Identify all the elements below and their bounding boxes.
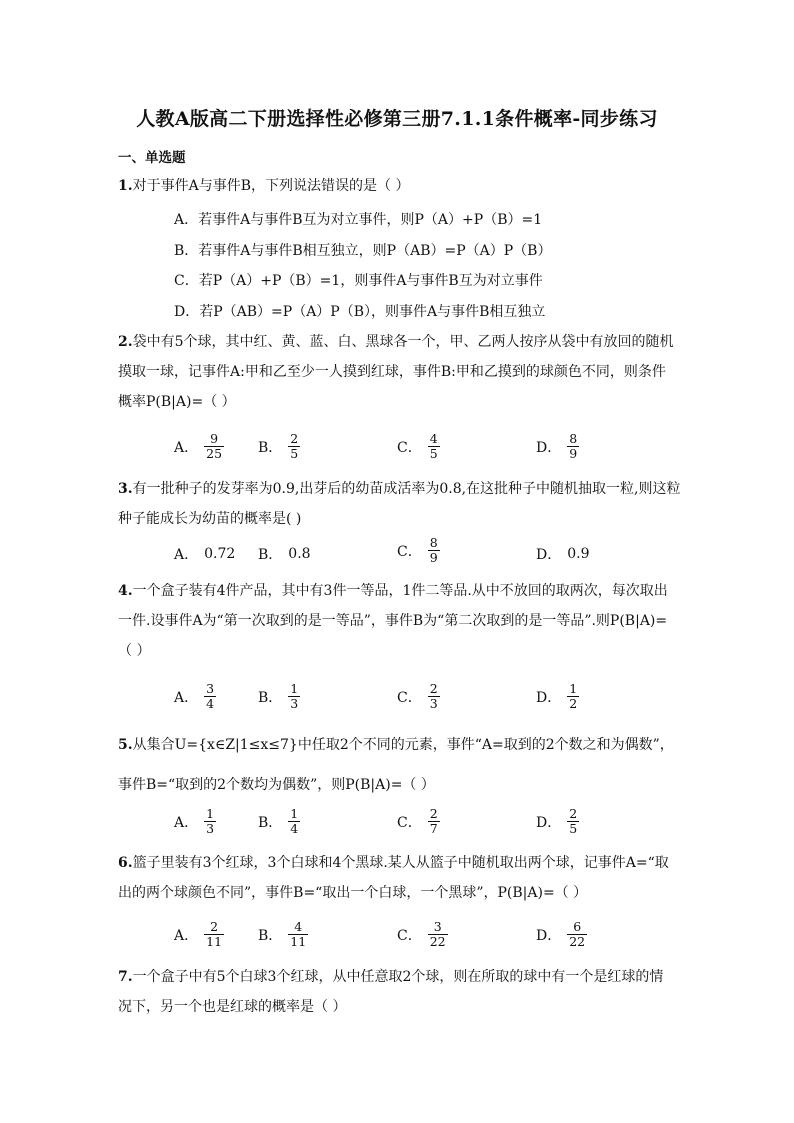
- q2-choices: [0, 432, 794, 468]
- question-line: 一个盒子中有5个白球3个红球，从中任意取2个球，则在所取的球中有一个是红球的情: [132, 969, 664, 985]
- question-7: [118, 962, 678, 1022]
- fraction: $\frac{2}{3}$: [429, 681, 438, 711]
- question-number: 6.: [118, 855, 133, 871]
- fraction: $\frac{2}{11}$: [206, 919, 223, 949]
- fraction: $\frac{3}{4}$: [206, 681, 215, 711]
- q6-choices: [0, 920, 794, 956]
- q5-choice-a: A． $\frac{1}{3}$: [174, 806, 215, 836]
- question-number: 7.: [118, 969, 133, 985]
- fraction: $\frac{1}{3}$: [290, 681, 299, 711]
- question-line: 出的两个球颜色不同”，事件B=“取出一个白球，一个黑球”，P(B|A)=（ ）: [118, 885, 588, 901]
- fraction: $\frac{8}{9}$: [429, 535, 438, 565]
- q3-choice-b: B． 0.8: [258, 546, 311, 563]
- question-number: 2.: [118, 334, 133, 350]
- q3-choice-c: C． $\frac{8}{9}$: [397, 535, 438, 565]
- question-line: 况下，另一个也是红球的概率是（ ）: [118, 999, 347, 1015]
- question-4: [118, 576, 678, 666]
- question-number: 4.: [118, 583, 133, 599]
- q1-option-b: B．若事件A与事件B相互独立，则P（AB）=P（A）P（B）: [174, 243, 552, 259]
- q6-choice-a: A． $\frac{2}{11}$: [174, 919, 223, 949]
- question-line: 概率P(B|A)=（ ）: [118, 394, 236, 410]
- q2-choice-a: A． $\frac{9}{25}$: [174, 431, 223, 461]
- question-line: 种子能成长为幼苗的概率是( ): [118, 511, 302, 527]
- fraction: $\frac{8}{9}$: [569, 431, 578, 461]
- q3-choice-d: D． 0.9: [536, 546, 590, 563]
- q6-choice-b: B． $\frac{4}{11}$: [258, 919, 307, 949]
- fraction: $\frac{3}{22}$: [429, 919, 446, 949]
- q6-choice-d: D． $\frac{6}{22}$: [536, 919, 586, 949]
- question-number: 5.: [118, 737, 133, 753]
- question-3: [118, 474, 681, 534]
- q5-choices: [0, 807, 794, 843]
- q1-option-d: D．若P（AB）=P（A）P（B），则事件A与事件B相互独立: [174, 304, 546, 320]
- question-2: [118, 327, 678, 417]
- q5-choice-d: D． $\frac{2}{5}$: [536, 806, 578, 836]
- fraction: $\frac{2}{5}$: [569, 806, 578, 836]
- question-line: 有一批种子的发芽率为0.9,出芽后的幼苗成活率为0.8,在这批种子中随机抽取一粒,则这粒: [132, 481, 681, 497]
- question-line: 一件.设事件A为“第一次取到的是一等品”，事件B为“第二次取到的是一等品”.则P(B|A)=: [118, 613, 668, 629]
- q6-choice-c: C． $\frac{3}{22}$: [397, 919, 446, 949]
- fraction: $\frac{2}{5}$: [290, 431, 299, 461]
- question-line: 摸取一球，记事件A:甲和乙至少一人摸到红球，事件B:甲和乙摸到的球颜色不同，则条件: [118, 364, 666, 380]
- question-6: [118, 848, 678, 908]
- q4-choice-a: A． $\frac{3}{4}$: [174, 681, 215, 711]
- q2-choice-b: B． $\frac{2}{5}$: [258, 431, 299, 461]
- q1-option-c: C．若P（A）+P（B）=1，则事件A与事件B互为对立事件: [174, 273, 543, 289]
- fraction: $\frac{1}{4}$: [290, 806, 299, 836]
- question-number: 3.: [118, 481, 133, 497]
- question-line: 袋中有5个球，其中红、黄、蓝、白、黑球各一个，甲、乙两人按序从袋中有放回的随机: [132, 334, 674, 350]
- q1-option-a: A．若事件A与事件B互为对立事件，则P（A）+P（B）=1: [174, 212, 543, 228]
- q4-choice-b: B． $\frac{1}{3}$: [258, 681, 299, 711]
- q3-choices: [0, 536, 794, 572]
- question-number: 1.: [118, 178, 133, 194]
- q4-choice-d: D． $\frac{1}{2}$: [536, 681, 578, 711]
- q5-choice-c: C． $\frac{2}{7}$: [397, 806, 438, 836]
- q5-choice-b: B． $\frac{1}{4}$: [258, 806, 299, 836]
- document-title: 人教A版高二下册选择性必修第三册7.1.1条件概率-同步练习: [136, 108, 658, 130]
- q4-choice-c: C． $\frac{2}{3}$: [397, 681, 438, 711]
- fraction: $\frac{1}{3}$: [206, 806, 215, 836]
- fraction: $\frac{9}{25}$: [206, 431, 223, 461]
- question-text: 对于事件A与事件B，下列说法错误的是（ ）: [132, 178, 410, 194]
- question-1: [118, 171, 678, 201]
- q4-choices: [0, 682, 794, 718]
- fraction: $\frac{6}{22}$: [569, 919, 586, 949]
- q3-choice-a: A． 0.72: [174, 546, 236, 563]
- question-5: [118, 725, 678, 805]
- q2-choice-c: C． $\frac{4}{5}$: [397, 431, 438, 461]
- q2-choice-d: D． $\frac{8}{9}$: [536, 431, 578, 461]
- fraction: $\frac{1}{2}$: [569, 681, 578, 711]
- fraction: $\frac{2}{7}$: [429, 806, 438, 836]
- question-line: 事件B=“取到的2个数均为偶数”，则P(B|A)=（ ）: [118, 777, 435, 793]
- fraction: $\frac{4}{11}$: [290, 919, 307, 949]
- question-line: 一个盒子装有4件产品，其中有3件一等品，1件二等品.从中不放回的取两次，每次取出: [132, 583, 668, 599]
- question-line: （ ）: [118, 643, 151, 659]
- question-line: 篮子里装有3个红球，3个白球和4个黑球.某人从篮子中随机取出两个球，记事件A=“取: [132, 855, 669, 871]
- question-line: 从集合U={x∈Z|1≤x≤7}中任取2个不同的元素，事件“A=取到的2个数之和为偶数”，: [132, 737, 674, 753]
- fraction: $\frac{4}{5}$: [429, 431, 438, 461]
- section-heading: 一、单选题: [118, 150, 186, 166]
